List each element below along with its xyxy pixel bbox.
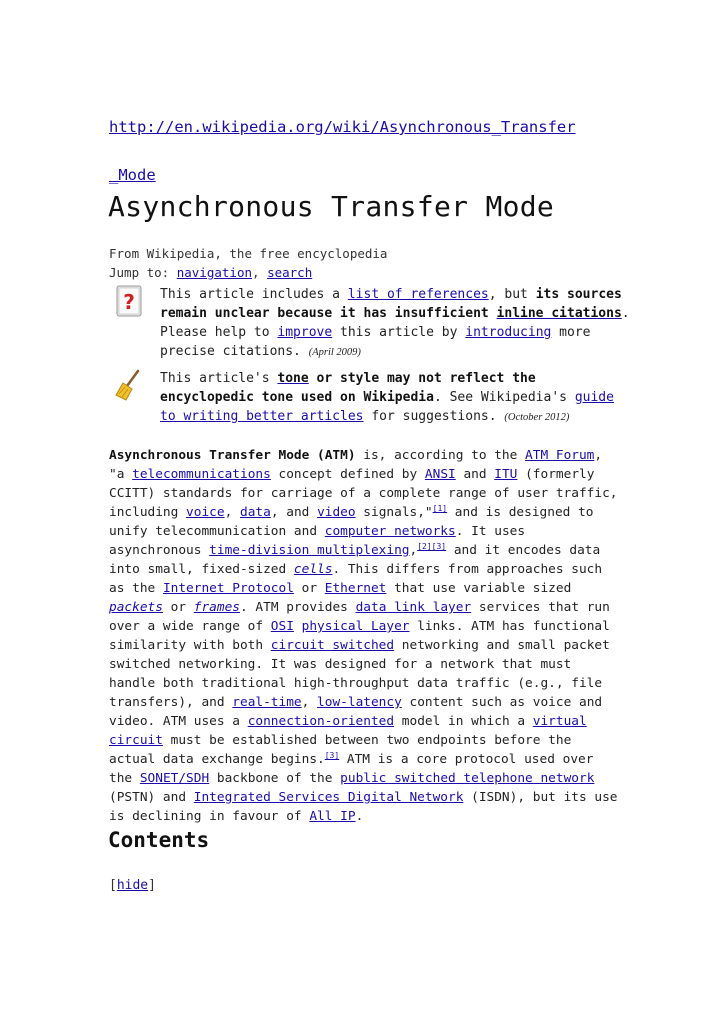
packets-link[interactable]: packets [109, 600, 163, 615]
pstn-link[interactable]: public switched telephone network [340, 771, 595, 786]
jump-navigation-link[interactable]: navigation [176, 265, 252, 280]
tdm-link[interactable]: time-division multiplexing [209, 543, 410, 558]
page-meta [109, 244, 387, 282]
lead-term: Asynchronous Transfer Mode (ATM) [109, 448, 356, 463]
svg-text:?: ? [123, 290, 135, 314]
frames-link[interactable]: frames [193, 600, 240, 615]
guide-link[interactable]: guide to writing better articles [160, 390, 614, 424]
internet-protocol-link[interactable]: Internet Protocol [162, 581, 294, 596]
notice-date: (April 2009) [308, 347, 361, 358]
virtual-circuit-link[interactable]: virtual circuit [109, 714, 587, 748]
video-link[interactable]: video [317, 505, 356, 520]
refimprove-text: This article includes a list of references, but its sources remain unclear because it has insufficient inline citations. Please help to improve this article by introducing more precise citations. (April 2009) [160, 287, 630, 359]
url-link-line1[interactable]: http://en.wikipedia.org/wiki/Asynchronous_Transfer [109, 118, 576, 136]
cells-link[interactable]: cells [293, 562, 333, 577]
refimprove-notice [108, 285, 628, 365]
toc-toggle: [hide] [109, 878, 156, 893]
atm-forum-link[interactable]: ATM Forum [525, 448, 595, 463]
contents-heading: Contents [108, 828, 210, 852]
data-link[interactable]: data [240, 505, 271, 520]
ethernet-link[interactable]: Ethernet [324, 581, 387, 596]
url-link-line2[interactable]: _Mode [109, 166, 156, 184]
all-ip-link[interactable]: All IP [309, 809, 356, 824]
telecom-link[interactable]: telecommunications [132, 467, 271, 482]
physical-layer-link[interactable]: physical Layer [301, 619, 410, 634]
broom-icon [114, 369, 144, 401]
ref-1[interactable]: [1] [432, 504, 448, 513]
real-time-link[interactable]: real-time [232, 695, 302, 710]
low-latency-link[interactable]: low-latency [317, 695, 402, 710]
ref-2-3[interactable]: [2][3] [417, 542, 447, 551]
osi-link[interactable]: OSI [270, 619, 294, 634]
tone-text: This article's tone or style may not reflect the encyclopedic tone used on Wikipedia. See Wikipedia's guide to writing better articles for suggestions. (October 2012) [160, 371, 614, 424]
itu-link[interactable]: ITU [494, 467, 518, 482]
data-link-layer-link[interactable]: data link layer [355, 600, 472, 615]
isdn-link[interactable]: Integrated Services Digital Network [193, 790, 464, 805]
article-lead: Asynchronous Transfer Mode (ATM) is, according to the ATM Forum, "a telecommunications concept defined by ANSI and ITU (formerly CCITT) standards for carriage of a complete range of user traffic, including voice, data, and video signals,"[1] and is designed to unify telecommunication and computer networks. It uses asynchronous time-division multiplexing,[2][3] and it encodes data into small, fixed-sized cells. This differs from approaches such as the Internet Protocol or Ethernet that use variable sized packets or frames. ATM provides data link layer services that run over a wide range of OSI physical Layer links. ATM has functional similarity with both circuit switched networking and small packet switched networking. It was designed for a network that must handle both traditional high-throughput data traffic (e.g., file transfers), and real-time, low-latency content such as voice and video. ATM uses a connection-oriented model in which a virtual circuit must be established between two endpoints before the actual data exchange begins.[3] ATM is a core protocol used over the SONET/SDH backbone of the public switched telephone network (PSTN) and Integrated Services Digital Network (ISDN), but its use is declining in favour of All IP. [109, 448, 618, 824]
hide-toc-link[interactable]: hide [116, 878, 149, 893]
page-title: Asynchronous Transfer Mode [108, 190, 555, 223]
ref-3[interactable]: [3] [324, 751, 340, 760]
jump-links: Jump to: navigation, search [109, 265, 313, 280]
question-book-icon [114, 285, 144, 317]
tagline: From Wikipedia, the free encyclopedia [109, 246, 388, 261]
voice-link[interactable]: voice [186, 505, 225, 520]
improve-link[interactable]: improve [277, 325, 333, 340]
ansi-link[interactable]: ANSI [424, 467, 456, 482]
circuit-switched-link[interactable]: circuit switched [270, 638, 395, 653]
computer-networks-link[interactable]: computer networks [324, 524, 456, 539]
page-url[interactable] [109, 103, 629, 199]
tone-link[interactable]: tone [277, 371, 309, 386]
tone-notice [108, 369, 628, 429]
introducing-link[interactable]: introducing [465, 325, 552, 340]
notice-date: (October 2012) [504, 412, 570, 423]
connection-oriented-link[interactable]: connection-oriented [247, 714, 395, 729]
list-of-references-link[interactable]: list of references [347, 287, 489, 302]
sonet-sdh-link[interactable]: SONET/SDH [139, 771, 210, 786]
inline-citations-link[interactable]: inline citations [496, 306, 622, 321]
jump-search-link[interactable]: search [267, 265, 313, 280]
